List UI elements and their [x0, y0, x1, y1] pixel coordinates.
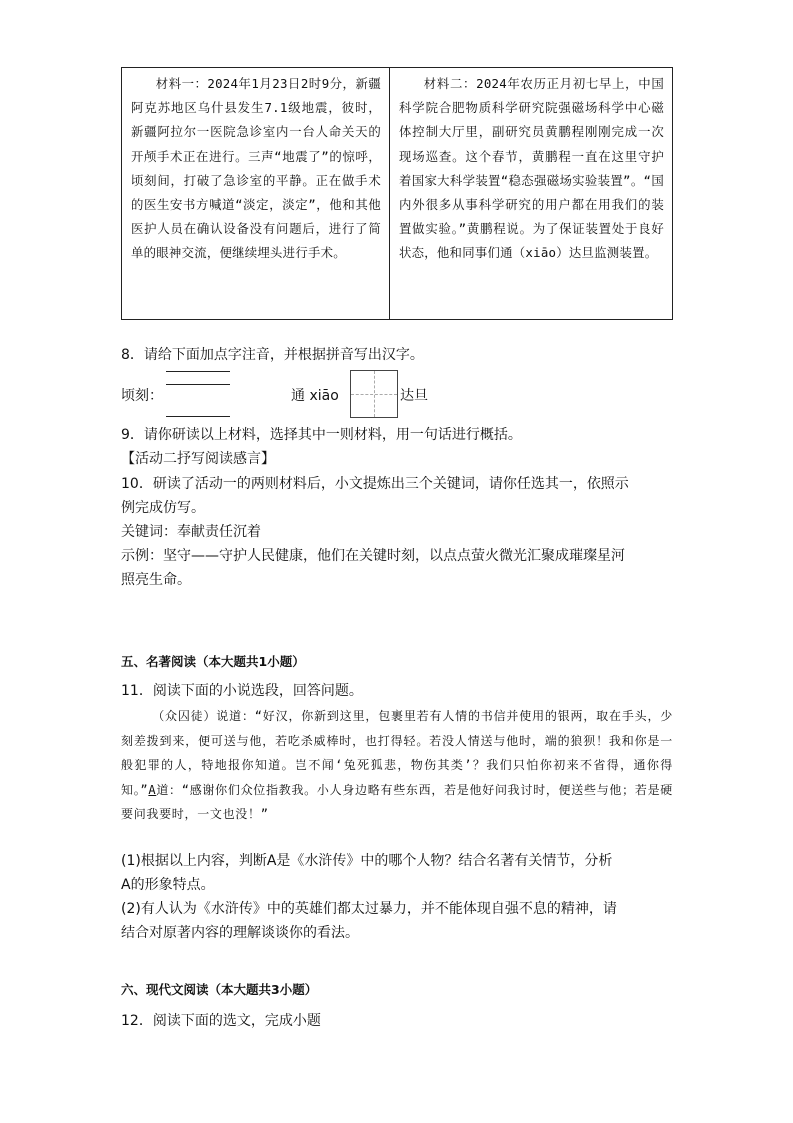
- excerpt-part-a: （众囚徒）说道：“好汉，你新到这里，包裹里若有人情的书信并使用的银两，取在手头，少刻差拨到来，便可送与他，若吃杀威棒时，也打得轻。若没人情送与他时，端的狼狈！我和你是一般犯罪的人，特地报你知道。岂不闻‘兔死狐悲，物伤其类’？我们只怕你初来不省得，通你得知。”: [121, 709, 673, 797]
- tianzige-answer-box[interactable]: [350, 370, 398, 418]
- pinyin-row: [121, 370, 681, 420]
- q11-sub2-line1: (2)有人认为《水浒传》中的英雄们都太过暴力，并不能体现自强不息的精神，请: [121, 901, 617, 917]
- question-11: 11．阅读下面的小说选段，回答问题。: [121, 683, 363, 699]
- pinyin-answer-line-bottom[interactable]: [166, 416, 230, 417]
- excerpt-part-b: 道：“感谢你们众位指教我。小人身边略有些东西，若是他好问我讨时，便送些与他；若是硬要问我要时，一文也没！”: [121, 782, 674, 821]
- novel-excerpt: [121, 704, 673, 827]
- q11-sub1-line2: A的形象特点。: [121, 877, 215, 893]
- word-qingke-label: 顷刻：: [121, 388, 163, 404]
- question-8: 8．请给下面加点字注音，并根据拼音写出汉字。: [121, 347, 424, 363]
- word-tongxiao-label: 通 xiāo: [291, 388, 339, 404]
- section-6-heading: 六、现代文阅读（本大题共3小题）: [121, 982, 318, 997]
- character-a-mark: A: [148, 782, 157, 797]
- word-dadan-label: 达旦: [400, 388, 428, 404]
- materials-table: [121, 67, 673, 320]
- material-two: 材料二：2024年农历正月初七早上，中国科学院合肥物质科学研究院强磁场科学中心磁体控制大厅里，副研究员黄鹏程刚刚完成一次现场巡查。这个春节，黄鹏程一直在这里守护着国家大科学装置“稳态强磁场实验装置”。“国内外很多从事科学研究的用户都在用我们的装置做实验。”黄鹏程说。为了保证装置处于良好状态，他和同事们通（xiāo）达旦监测装置。: [399, 76, 664, 261]
- material-one: 材料一：2024年1月23日2时9分，新疆阿克苏地区乌什县发生7.1级地震，彼时，新疆阿拉尔一医院急诊室内一台人命关天的开颅手术正在进行。三声“地震了”的惊呼，顷刻间，打破了急诊室的平静。正在做手术的医生安书方喊道“淡定，淡定”，他和其他医护人员在确认设备没有问题后，进行了简单的眼神交流，便继续埋头进行手术。: [122, 68, 390, 319]
- activity-2-heading: 【活动二抒写阅读感言】: [121, 451, 275, 467]
- example-line2: 照亮生命。: [121, 572, 191, 588]
- question-12: 12．阅读下面的选文，完成小题: [121, 1013, 321, 1029]
- keywords-line: 关键词：奉献责任沉着: [121, 524, 261, 540]
- example-line1: 示例：坚守——守护人民健康，他们在关键时刻，以点点萤火微光汇聚成璀璨星河: [121, 548, 625, 564]
- q11-sub1-line1: (1)根据以上内容，判断A是《水浒传》中的哪个人物？结合名著有关情节，分析: [121, 853, 613, 869]
- question-9: 9．请你研读以上材料，选择其中一则材料，用一句话进行概括。: [121, 427, 522, 443]
- section-5-heading: 五、名著阅读（本大题共1小题）: [121, 654, 305, 669]
- pinyin-answer-line-mid[interactable]: [166, 384, 230, 385]
- q11-sub2-line2: 结合对原著内容的理解谈谈你的看法。: [121, 925, 359, 941]
- question-10-line1: 10．研读了活动一的两则材料后，小文提炼出三个关键词，请你任选其一，依照示: [121, 476, 629, 492]
- question-10-line2: 例完成仿写。: [121, 500, 205, 516]
- pinyin-answer-line-top[interactable]: [166, 371, 230, 372]
